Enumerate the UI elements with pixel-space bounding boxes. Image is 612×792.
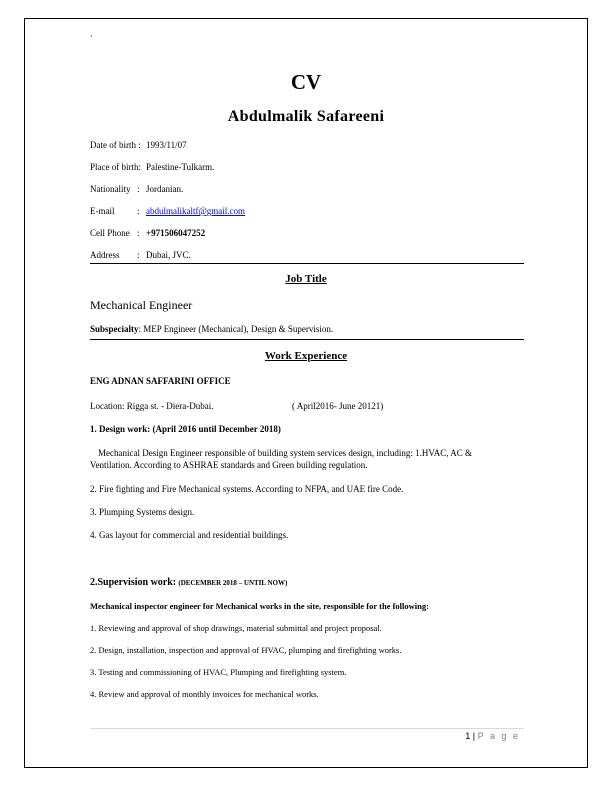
footer-divider	[90, 728, 524, 729]
dob-label: Date of birth :	[90, 140, 141, 150]
supervision-item: 2. Design, installation, inspection and approval of HVAC, plumping and firefighting works.	[90, 645, 402, 655]
company-name: ENG ADNAN SAFFARINI OFFICE	[90, 376, 231, 386]
page-border	[24, 18, 588, 768]
subspecialty-line	[90, 324, 333, 334]
email-link[interactable]: abdulmalikaltf@gmail.com	[146, 206, 246, 216]
supervision-heading: 2.Supervision work:	[90, 577, 177, 588]
job-title-heading: Job Title	[285, 273, 327, 285]
email-label: E-mail	[90, 206, 115, 216]
nationality-colon: :	[137, 184, 140, 194]
supervision-heading-line	[90, 577, 287, 588]
subspecialty-label: Subspecialty	[90, 324, 139, 334]
nationality-value: Jordanian.	[146, 184, 184, 194]
page-word: P a g e	[477, 731, 520, 741]
job-title-value: Mechanical Engineer	[90, 298, 193, 312]
divider	[90, 263, 524, 264]
email-colon: :	[137, 206, 140, 216]
design-item: 4. Gas layout for commercial and residential buildings.	[90, 530, 289, 540]
design-item: 3. Plumping Systems design.	[90, 507, 195, 517]
address-colon: :	[137, 250, 140, 260]
address-label: Address	[90, 250, 120, 260]
supervision-intro: Mechanical inspector engineer for Mechanical works in the site, responsible for the following:	[90, 601, 429, 611]
nationality-label: Nationality	[90, 184, 131, 194]
location-text: Location: Rigga st. - Diera-Dubai.	[90, 401, 214, 411]
pob-label: Place of birth:	[90, 162, 141, 172]
work-experience-heading: Work Experience	[264, 350, 348, 362]
phone-value: +971506047252	[146, 228, 206, 238]
supervision-period: (DECEMBER 2018 – UNTIL NOW)	[178, 579, 288, 587]
supervision-item: 1. Reviewing and approval of shop drawings, material submittal and project proposal.	[90, 623, 382, 633]
design-item: 2. Fire fighting and Fire Mechanical systems. According to NFPA, and UAE fire Code.	[90, 484, 404, 494]
page-number: 1	[465, 731, 471, 741]
pob-value: Palestine-Tulkarm.	[146, 162, 215, 172]
dob-value: 1993/11/07	[146, 140, 187, 150]
period-text: ( April2016- June 20121)	[292, 401, 384, 411]
document-title: CV	[290, 70, 322, 94]
supervision-item: 4. Review and approval of monthly invoices for mechanical works.	[90, 689, 319, 699]
design-paragraph-line1: Mechanical Design Engineer responsible of building system services design, including: 1.HVAC, AC &	[98, 448, 473, 458]
subspecialty-value: : MEP Engineer (Mechanical), Design & Supervision.	[138, 324, 334, 334]
stray-mark: `	[90, 34, 93, 44]
divider	[90, 339, 524, 340]
design-paragraph-line2: Ventilation. According to ASHRAE standards and Green building regulation.	[90, 460, 368, 470]
person-name: Abdulmalik Safareeni	[227, 108, 385, 125]
phone-colon: :	[137, 228, 140, 238]
design-work-heading: 1. Design work: (April 2016 until December 2018)	[90, 424, 281, 434]
page-footer	[465, 731, 520, 741]
address-value: Dubai, JVC.	[146, 250, 191, 260]
supervision-item: 3. Testing and commissioning of HVAC, Plumping and firefighting system.	[90, 667, 347, 677]
footer-separator: |	[472, 731, 476, 741]
phone-label: Cell Phone	[90, 228, 130, 238]
